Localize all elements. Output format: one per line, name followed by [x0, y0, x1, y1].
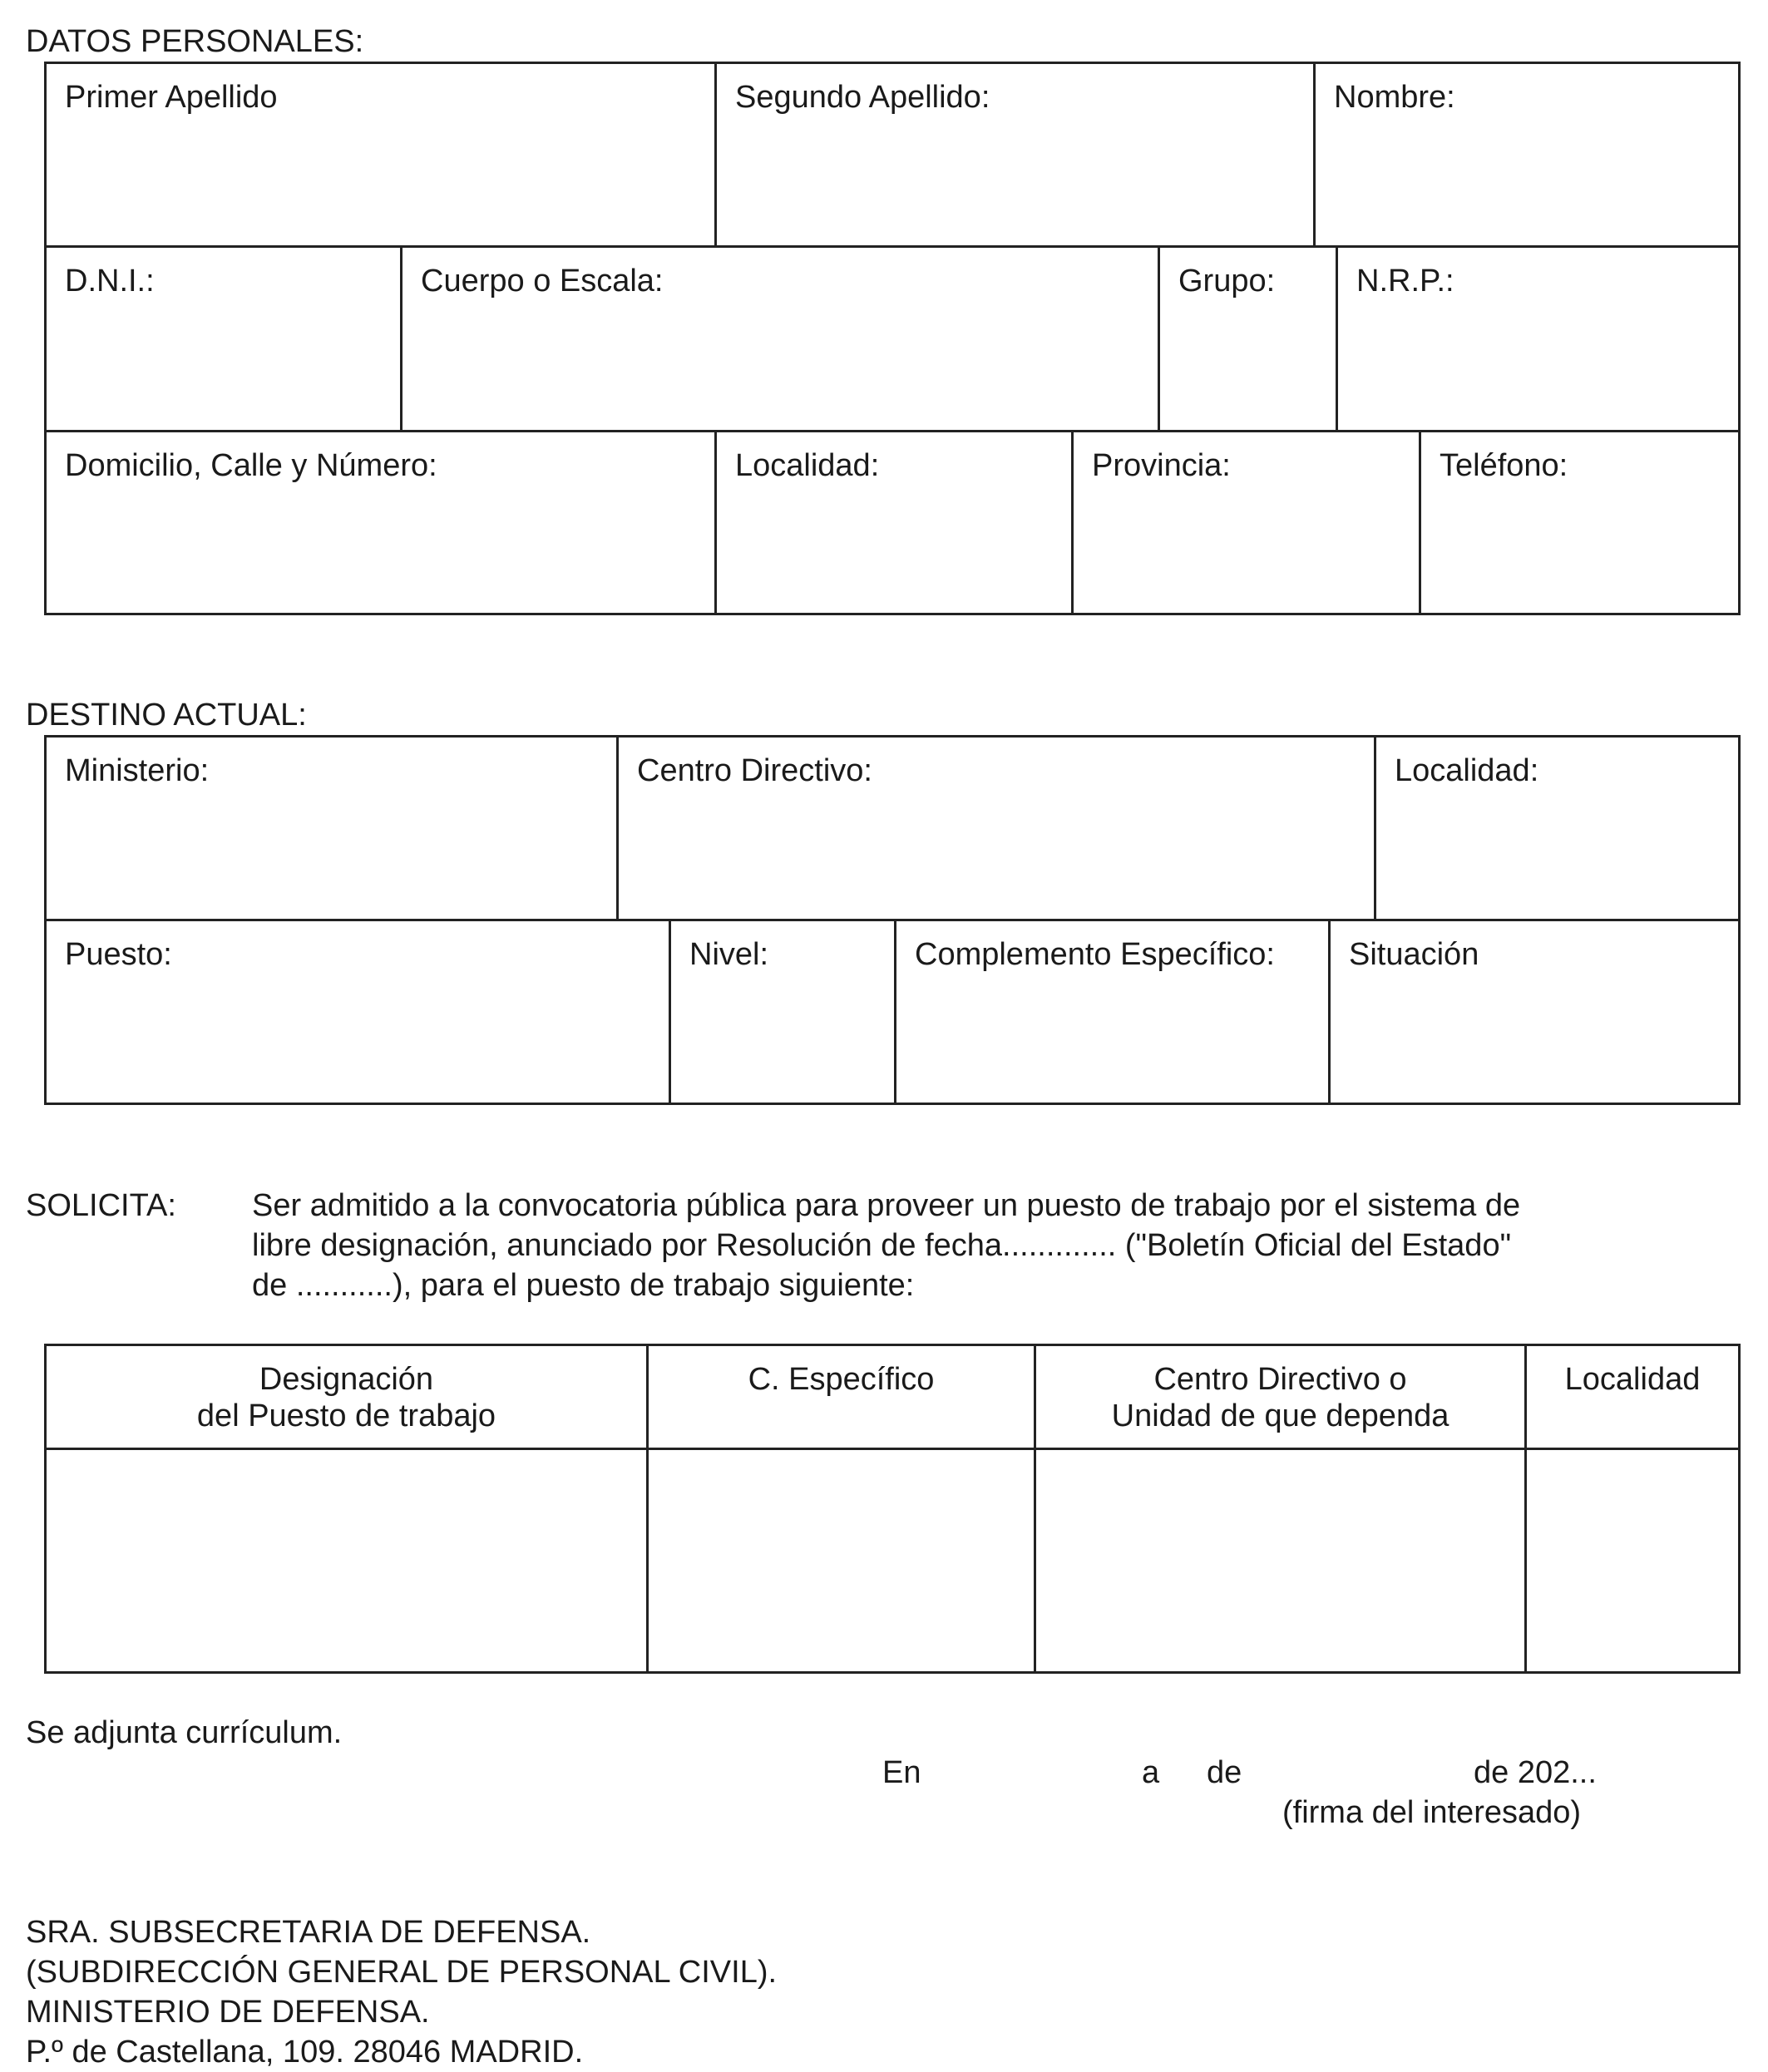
field-ministerio[interactable]: Ministerio: [47, 738, 619, 921]
field-primer-apellido[interactable]: Primer Apellido [47, 64, 717, 248]
signature-label: (firma del interesado) [1282, 1795, 1582, 1830]
field-telefono[interactable]: Teléfono: [1440, 448, 1568, 483]
header-c-especifico [649, 1346, 1036, 1450]
field-localidad-destino[interactable]: Localidad: [1376, 738, 1738, 921]
field-grupo[interactable]: Grupo: [1160, 248, 1338, 432]
datos-personales-table [44, 62, 1741, 615]
address-line-1: SRA. SUBSECRETARIA DE DEFENSA. [26, 1915, 591, 1950]
field-situacion[interactable]: Situación [1349, 937, 1479, 972]
cell-localidad[interactable] [1527, 1450, 1738, 1671]
cell-c-especifico[interactable] [649, 1450, 1036, 1671]
cell-centro-directivo[interactable] [1036, 1450, 1527, 1671]
solicita-line-3: de ...........), para el puesto de trabajo siguiente: [252, 1268, 915, 1303]
header-designacion-line-1: Designación [259, 1362, 434, 1397]
header-designacion [47, 1346, 649, 1450]
date-year: de 202... [1474, 1755, 1597, 1790]
field-provincia[interactable]: Provincia: [1074, 432, 1421, 613]
field-puesto[interactable]: Puesto: [47, 921, 671, 1103]
header-localidad-line-1: Localidad [1564, 1362, 1701, 1397]
curriculum-note: Se adjunta currículum. [26, 1715, 343, 1750]
header-centro-directivo [1036, 1346, 1527, 1450]
header-designacion-line-2: del Puesto de trabajo [196, 1399, 496, 1433]
field-centro-directivo[interactable]: Centro Directivo: [619, 738, 1376, 921]
field-nombre[interactable]: Nombre: [1316, 64, 1738, 248]
field-nrp[interactable]: N.R.P.: [1338, 248, 1738, 432]
header-centro-directivo-line-2: Unidad de que dependa [1111, 1399, 1449, 1433]
field-cuerpo-escala[interactable]: Cuerpo o Escala: [402, 248, 1160, 432]
puesto-solicitado-table [44, 1344, 1741, 1674]
field-dni[interactable]: D.N.I.: [47, 248, 402, 432]
section-title-destino-actual: DESTINO ACTUAL: [26, 698, 307, 733]
destino-actual-table [44, 735, 1741, 1105]
header-localidad [1527, 1346, 1738, 1450]
address-line-3: MINISTERIO DE DEFENSA. [26, 1995, 430, 2030]
cell-designacion[interactable] [47, 1450, 649, 1671]
field-localidad[interactable]: Localidad: [717, 432, 1074, 613]
solicita-line-1: Ser admitido a la convocatoria pública para proveer un puesto de trabajo por el sistema de [252, 1188, 1521, 1223]
field-domicilio[interactable]: Domicilio, Calle y Número: [47, 432, 717, 613]
address-line-4: P.º de Castellana, 109. 28046 MADRID. [26, 2035, 584, 2070]
solicita-label: SOLICITA: [26, 1188, 176, 1223]
address-line-2: (SUBDIRECCIÓN GENERAL DE PERSONAL CIVIL). [26, 1955, 778, 1990]
date-a: a [1142, 1755, 1160, 1790]
header-c-especifico-line-1: C. Específico [748, 1362, 935, 1397]
field-nivel[interactable]: Nivel: [671, 921, 896, 1103]
header-centro-directivo-line-1: Centro Directivo o [1153, 1362, 1407, 1397]
section-title-datos-personales: DATOS PERSONALES: [26, 24, 364, 59]
date-de: de [1207, 1755, 1242, 1790]
date-en: En [882, 1755, 921, 1790]
field-complemento-especifico[interactable]: Complemento Específico: [896, 921, 1331, 1103]
solicita-line-2: libre designación, anunciado por Resolución de fecha............. ("Boletín Oficial del Estado" [252, 1228, 1512, 1263]
field-segundo-apellido[interactable]: Segundo Apellido: [717, 64, 1316, 248]
